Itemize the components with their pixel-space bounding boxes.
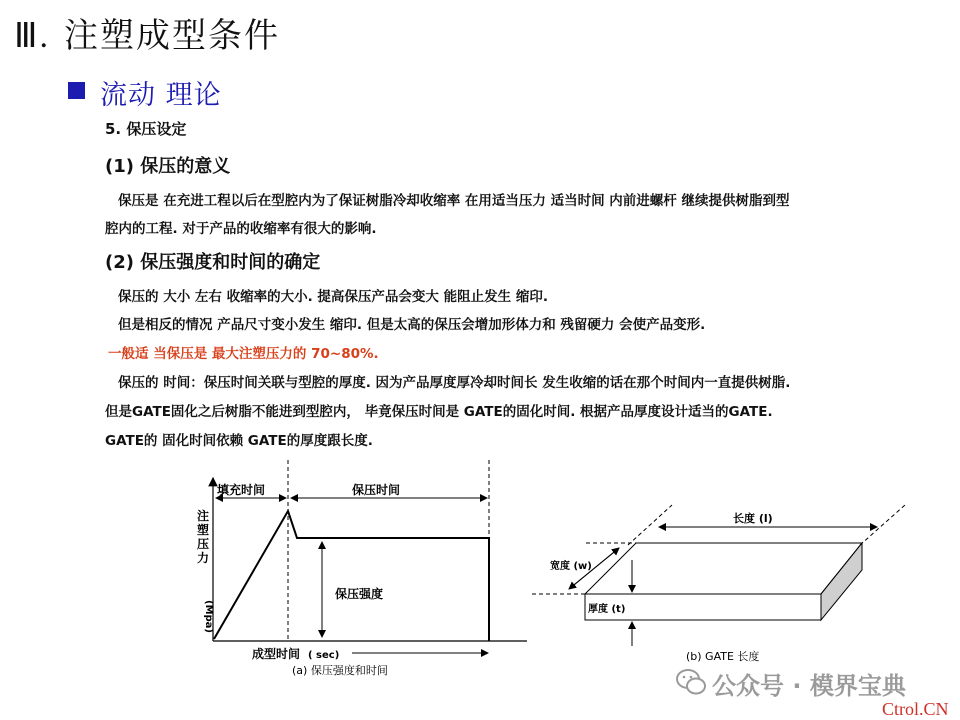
diagram-b-caption: (b) GATE 长度 xyxy=(686,650,760,663)
item-5-heading: 5. 保压设定 xyxy=(105,120,187,138)
hold-strength-label: 保压强度 xyxy=(335,587,384,601)
length-label: 长度 (l) xyxy=(733,512,773,525)
x-axis-unit: ( sec) xyxy=(308,650,340,661)
x-axis-label: 成型时间 xyxy=(252,647,301,661)
paragraph-2-line-1: 保压的 大小 左右 收缩率的大小. 提高保压产品会变大 能阻止发生 缩印. xyxy=(118,289,548,305)
paragraph-3-line-1: 保压的 时间：保压时间关联与型腔的厚度. 因为产品厚度厚冷却时间长 发生收缩的话在那个时间内一直提供树脂. xyxy=(118,375,791,391)
y-label-char-3: 压 xyxy=(197,537,210,551)
paragraph-1-line-2: 腔内的工程. 对于产品的收缩率有很大的影响. xyxy=(105,221,377,237)
paragraph-3-line-3: GATE的 固化时间依赖 GATE的厚度跟长度. xyxy=(105,433,373,449)
title-number: Ⅲ. xyxy=(14,18,50,55)
hold-time-label: 保压时间 xyxy=(352,483,401,497)
section-title: 流动 理论 xyxy=(100,80,222,111)
y-label-char-2: 塑 xyxy=(197,523,210,537)
pressure-curve xyxy=(214,511,489,641)
title-text: 注塑成型条件 xyxy=(63,16,280,56)
y-axis-unit: (Mpa) xyxy=(203,600,214,633)
paragraph-3-line-2: 但是GATE固化之后树脂不能进到型腔内， 毕竟保压时间是 GATE的固化时间. 根据产品厚度设计适当的GATE. xyxy=(105,404,773,420)
highlight-line: 一般适 当保压是 最大注塑压力的 70~80%. xyxy=(108,346,379,362)
y-label-char-4: 力 xyxy=(197,551,210,565)
diagram-a-caption: (a) 保压强度和时间 xyxy=(292,664,388,677)
thickness-label: 厚度 (t) xyxy=(588,604,626,615)
subheading-1: (1) 保压的意义 xyxy=(105,156,231,177)
y-label-char-1: 注 xyxy=(197,509,210,523)
paragraph-2-line-2: 但是相反的情况 产品尺寸变小发生 缩印. 但是太高的保压会增加形体力和 残留硬力 会使产品变形. xyxy=(118,317,706,333)
gate-top-face xyxy=(585,543,862,594)
fill-time-label: 填充时间 xyxy=(217,483,266,497)
brand-mark: Ctrol.CN xyxy=(882,699,949,719)
watermark-text: 公众号 · 模界宝典 xyxy=(712,672,906,700)
subheading-2: (2) 保压强度和时间的确定 xyxy=(105,252,321,273)
wechat-icon xyxy=(676,668,706,696)
width-label: 宽度 (w) xyxy=(550,561,592,572)
paragraph-1-line-1: 保压是 在充进工程以后在型腔内为了保证树脂冷却收缩率 在用适当压力 适当时间 内前进螺杆 继续提供树脂到型 xyxy=(118,193,790,209)
